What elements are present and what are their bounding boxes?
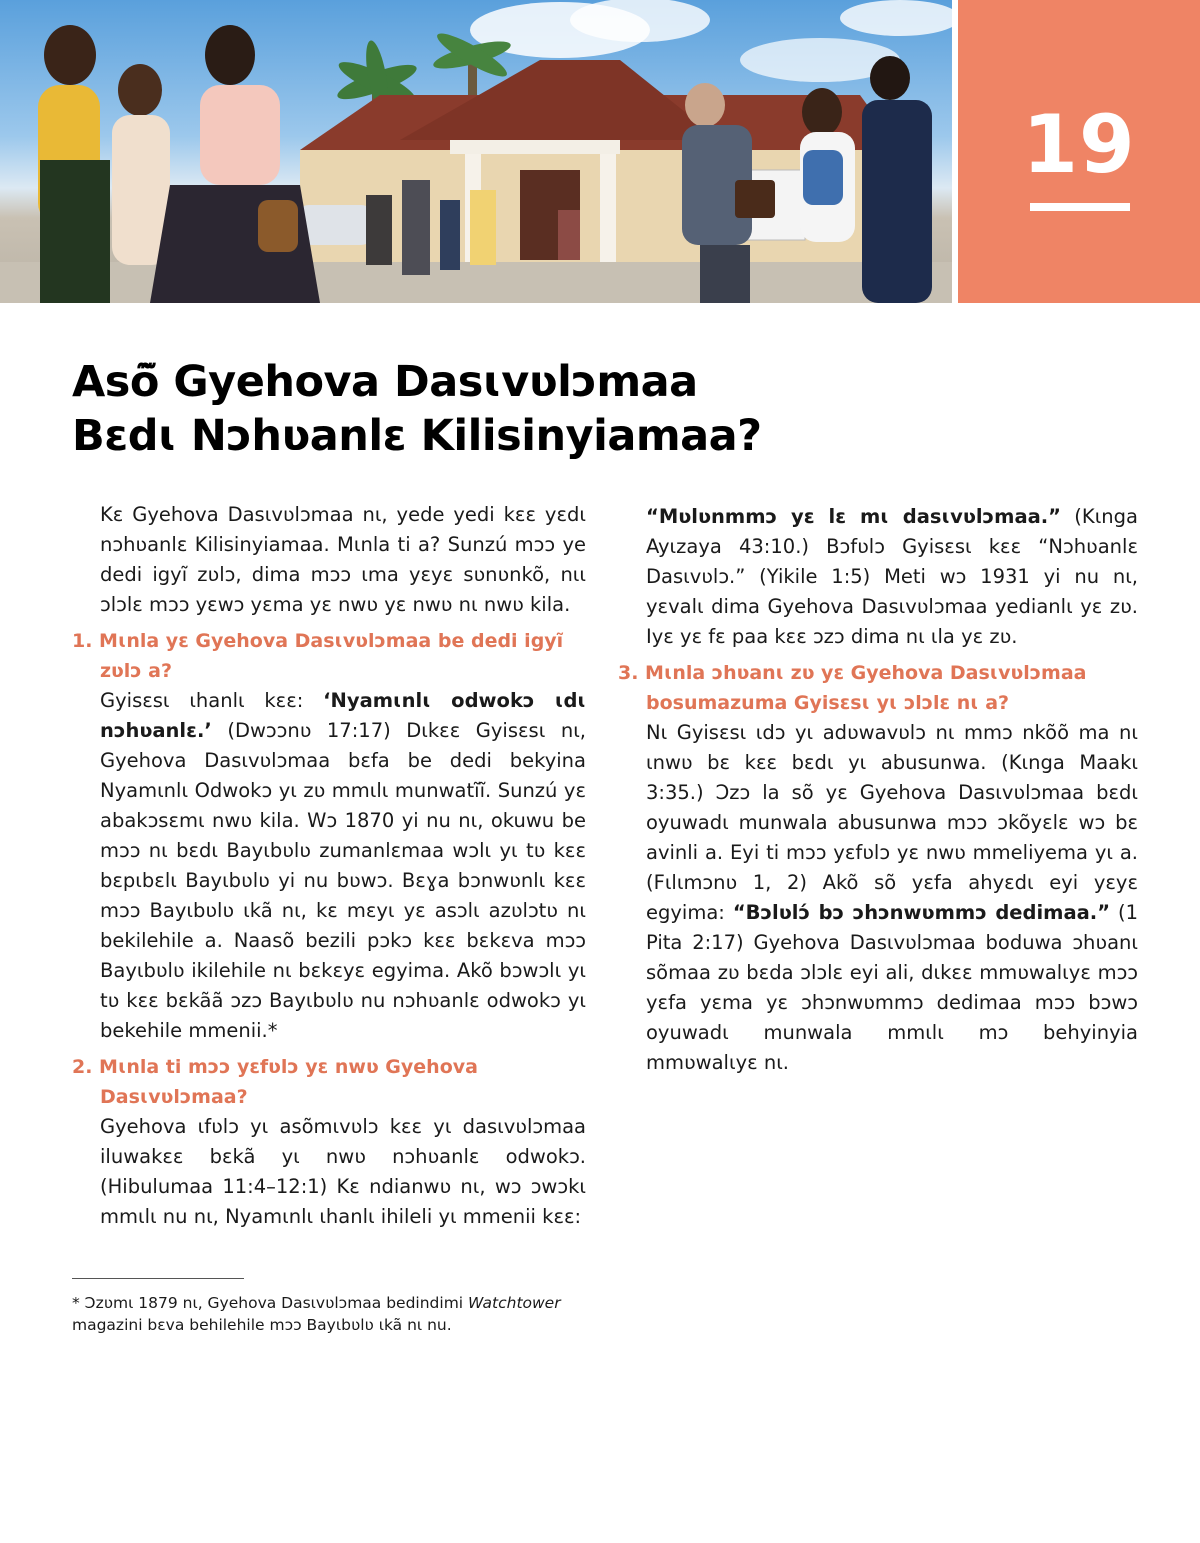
header-photo: [0, 0, 952, 303]
header-illustration: [0, 0, 952, 303]
lesson-number-box: [958, 0, 1200, 303]
question-2: 2. Mɩnla ti mɔɔ yɛfʋlɔ yɛ nwʋ Gyehova Dasɩvʋlɔmaa?: [72, 1056, 478, 1108]
answer-2-text-b: (Kɩnga Ayɩzaya 43:10.) Bɔfʋlɔ Gyisɛsɩ kɛɛ “Nɔhʋanlɛ Dasɩvʋlɔ.” (Yikile 1:5) Meti wɔ 1931 yi nu nɩ, yɛvalɩ dima Gyehova Dasɩvʋlɔmaa yedianlɩ yɛ zʋ. Iyɛ yɛ fɛ paa kɛɛ ɔzɔ dima nɩ ɩla yɛ zʋ.: [646, 505, 1138, 648]
answer-2-quote: “Mʋlʋnmmɔ yɛ lɛ mɩ dasɩvʋlɔmaa.”: [646, 505, 1061, 528]
question-3: 3. Mɩnla ɔhʋanɩ zʋ yɛ Gyehova Dasɩvʋlɔmaa bosumazuma Gyisɛsɩ yɩ ɔlɔlɛ nɩ a?: [618, 662, 1087, 714]
answer-2-text-a: Gyehova ɩfʋlɔ yɩ asõmɩvʋlɔ kɛɛ yɩ dasɩvʋlɔmaa iluwakɛɛ bɛkã yɩ nwʋ nɔhʋanlɛ odwokɔ. (Hibulumaa 11:4–12:1) Kɛ ndianwʋ nɩ, wɔ ɔwɔkɩ mmɩlɩ nu nɩ, Nyamɩnlɩ ɩhanlɩ ihileli yɩ mmenii kɛɛ:: [100, 1115, 586, 1228]
footnote-text-a: * Ɔzʋmɩ 1879 nɩ, Gyehova Dasɩvʋlɔmaa bedindimi: [72, 1294, 469, 1312]
answer-3-text-a: Nɩ Gyisɛsɩ ɩdɔ yɩ adʋwavʋlɔ nɩ mmɔ nkõõ ma nɩ ɩnwʋ bɛ kɛɛ bɛdɩ yɩ abusunwa. (Kɩnga Maakɩ 3:35.) Ɔzɔ la sõ yɛ Gyehova Dasɩvʋlɔmaa bɛdɩ oyuwadɩ munwala abusunwa mɔɔ ɔkõyɛlɛ wɔ bɛ avinli a. Eyi ti mɔɔ yɛfʋlɔ yɛ nwʋ mmeliyema yɩ a. (Fɩlɩmɔnʋ 1, 2) Akõ sõ yɛfa ahyɛdɩ eyi yɛyɛ egyima:: [646, 721, 1138, 924]
answer-1-text-a: Gyisɛsɩ ɩhanlɩ kɛɛ:: [100, 689, 324, 712]
answer-3: [618, 718, 1138, 1078]
question-1: 1. Mɩnla yɛ Gyehova Dasɩvʋlɔmaa be dedi igyĩ zʋlɔ a?: [72, 630, 564, 682]
answer-2-part-1: [72, 1112, 586, 1232]
page-title: [72, 355, 972, 463]
footnote-divider: [72, 1278, 244, 1279]
intro-paragraph: Kɛ Gyehova Dasɩvʋlɔmaa nɩ, yede yedi kɛɛ yɛdɩ nɔhʋanlɛ Kilisinyiamaa. Mɩnla ti a? Sunzú mɔɔ ye dedi igyĩ zʋlɔ, dima mɔɔ ɩma yɛyɛ sʋnʋnkõ, nɩɩ ɔlɔlɛ mɔɔ yɛwɔ yɛma yɛ nwʋ yɛ nwʋ nɩ nwʋ kila.: [100, 503, 586, 616]
answer-3-text-b: (1 Pita 2:17) Gyehova Dasɩvʋlɔmaa boduwa ɔhʋanɩ sõmaa zʋ bɛda ɔlɔlɛ eyi ali, dɩkɛɛ mmʋwalɩyɛ mɔɔ yɛfa yɛma yɛ ɔhɔnwʋmmɔ dedimaa mɔɔ bɔwɔ oyuwadɩ munwala mmɩlɩ mɔ behyinyia mmʋwalɩyɛ nɩ.: [646, 901, 1138, 1074]
right-column: [618, 502, 1138, 1084]
page-title-line-2: Bɛdɩ Nɔhʋanlɛ Kilisinyiamaa?: [72, 411, 762, 461]
lesson-number-underline: [1030, 203, 1130, 211]
answer-1: [72, 686, 586, 1046]
left-column: [72, 500, 586, 1238]
page-title-line-1: Asõ̃ Gyehova Dasɩvʋlɔmaa: [72, 357, 698, 407]
answer-1-text-b: (Dwɔɔnʋ 17:17) Dɩkɛɛ Gyisɛsɩ nɩ, Gyehova Dasɩvʋlɔmaa bɛfa be dedi bekyina Nyamɩnlɩ Odwokɔ yɩ zʋ mmɩlɩ munwatĩĩ. Sunzú yɛ abakɔsɛmɩ nwʋ kila. Wɔ 1870 yi nu nɩ, okuwu be mɔɔ nɩ bɛdɩ Bayɩbʋlʋ zumanlɛmaa wɔlɩ yɩ tʋ kɛɛ bɛpɩbɛlɩ Bayɩbʋlʋ yi nu bʋwɔ. Bɛɣa bɔnwʋnlɩ kɛɛ mɔɔ Bayɩbʋlʋ ɩkã nɩ, kɛ mɛyɩ yɛ asɔlɩ azʋlɔtʋ nɩ bekilehile a. Naasõ bezili pɔkɔ kɛɛ bɛkɛva mɔɔ Bayɩbʋlʋ ikilehile nɩ bɛkɛyɛ egyima. Akõ bɔwɔlɩ yɩ tʋ kɛɛ bɛkãã ɔzɔ Bayɩbʋlʋ nu nɔhʋanlɛ odwokɔ yɩ bekehile mmenii.*: [100, 719, 586, 1042]
footnote: [72, 1292, 592, 1336]
footnote-italic: Watchtower: [468, 1294, 561, 1312]
answer-3-quote: “Bɔlʋlɔ́ bɔ ɔhɔnwʋmmɔ dedimaa.”: [732, 901, 1111, 924]
answer-1-quote: ‘Nyamɩnlɩ odwokɔ ɩdɩ nɔhʋanlɛ.’: [100, 689, 586, 742]
lesson-number: 19: [1022, 98, 1136, 191]
answer-2-part-2: [618, 502, 1138, 652]
footnote-text-b: magazini bɛva behilehile mɔɔ Bayɩbʋlʋ ɩkã nɩ nu.: [72, 1316, 452, 1334]
